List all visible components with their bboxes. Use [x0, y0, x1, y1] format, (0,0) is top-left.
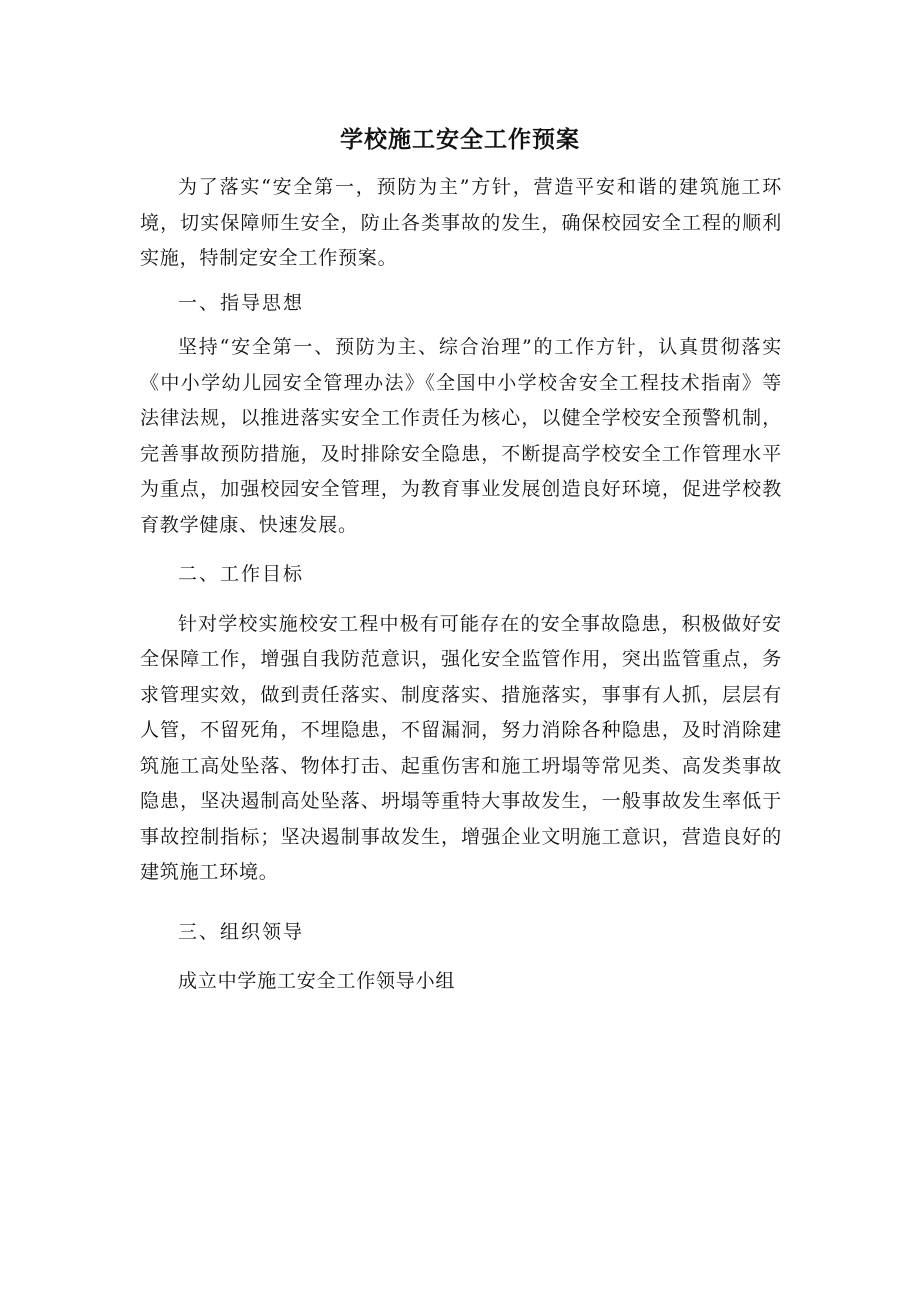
section-heading-work-goals: 二、工作目标: [178, 563, 305, 585]
spacer: [140, 950, 782, 964]
spacer: [140, 321, 782, 330]
spacer: [140, 543, 782, 557]
section-body-work-goals: 针对学校实施校安工程中极有可能存在的安全事故隐患，积极做好安全保障工作，增强自我防范意识，强化安全监管作用，突出监管重点，务求管理实效，做到责任落实、制度落实、措施落实，事事有人抓，层层有人管，不留死角，不埋隐患，不留漏洞，努力消除各种隐患，及时消除建筑施工高处坠落、物体打击、起重伤害和施工坍塌等常见类、高发类事故隐患，坚决遏制高处坠落、坍塌等重特大事故发生，一般事故发生率低于事故控制指标；坚决遏制事故发生，增强企业文明施工意识，营造良好的建筑施工环境。: [140, 612, 782, 883]
section-body-guiding-ideology: 坚持“安全第一、预防为主、综合治理”的工作方针，认真贯彻落实《中小学幼儿园安全管理办法》《全国中小学校舍安全工程技术指南》等法律法规，以推进落实安全工作责任为核心，以健全学校安全预警机制，完善事故预防措施，及时排除安全隐患，不断提高学校安全工作管理水平为重点，加强校园安全管理，为教育事业发展创造良好环境，促进学校教育教学健康、快速发展。: [140, 336, 782, 536]
spacer: [140, 593, 782, 607]
intro-paragraph: 为了落实“安全第一，预防为主”方针，营造平安和谐的建筑施工环境，切实保障师生安全，防止各类事故的发生，确保校园安全工程的顺利实施，特制定安全工作预案。: [140, 176, 782, 269]
section-body-organization-leadership: 成立中学施工安全工作领导小组: [178, 970, 456, 992]
section-heading-guiding-ideology: 一、指导思想: [178, 291, 305, 314]
document-body: [140, 170, 782, 1000]
spacer: [140, 277, 782, 286]
spacer: [140, 891, 782, 915]
document-title: 学校施工安全工作预案: [340, 127, 580, 153]
section-heading-organization-leadership: 三、组织领导: [178, 920, 305, 943]
